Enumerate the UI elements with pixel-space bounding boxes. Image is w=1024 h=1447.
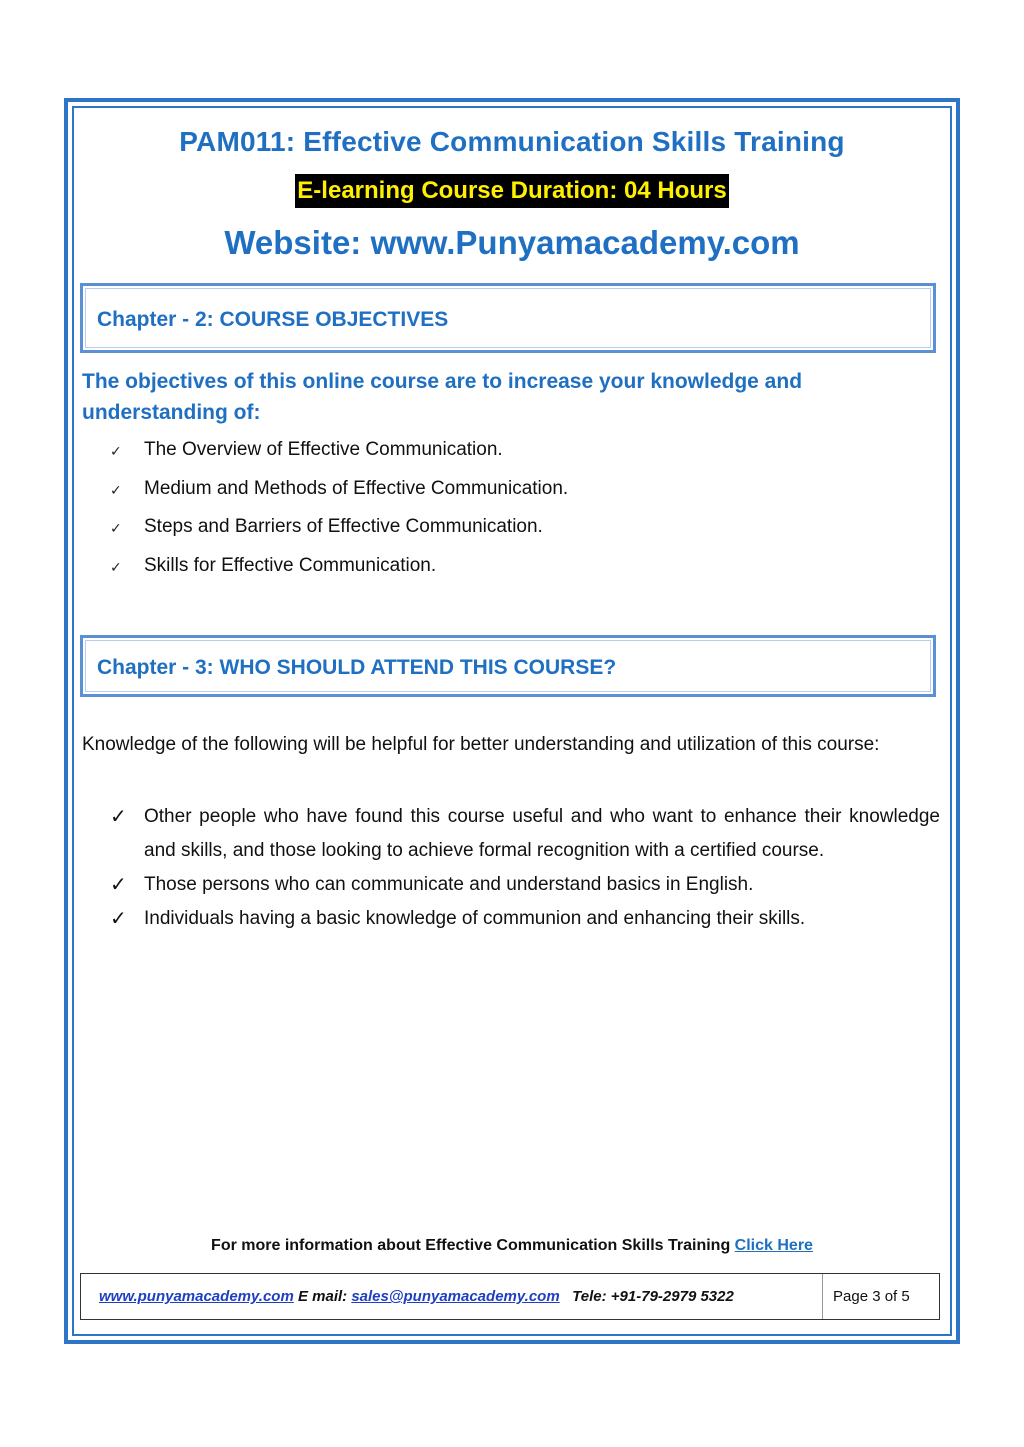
list-item-text: Individuals having a basic knowledge of communion and enhancing their skills. (144, 908, 806, 929)
footer-tele: Tele: +91-79-2979 5322 (559, 1288, 734, 1305)
chapter-2-box (80, 283, 936, 353)
footer-contact (99, 1288, 734, 1305)
checkmark-icon: ✓ (110, 874, 127, 896)
more-info-text: For more information about Effective Communication Skills Training (211, 1237, 735, 1254)
footer-divider (822, 1274, 823, 1319)
list-item (110, 902, 940, 936)
list-item (110, 552, 568, 591)
list-item (110, 436, 568, 475)
checkmark-icon: ✓ (110, 559, 122, 576)
list-item-text: Other people who have found this course useful and who want to enhance their knowledge and skills, and those looking to achieve formal recognition with a certified course. (144, 806, 940, 861)
duration-row (0, 174, 1024, 208)
checkmark-icon: ✓ (110, 520, 122, 537)
checkmark-icon: ✓ (110, 481, 122, 498)
list-item (110, 868, 940, 902)
checkmark-icon: ✓ (110, 443, 122, 459)
chapter-3-box (80, 635, 936, 697)
chapter-3-title: Chapter - 3: WHO SHOULD ATTEND THIS COURSE? (97, 656, 617, 679)
footer-email-link[interactable]: sales@punyamacademy.com (351, 1288, 560, 1305)
audience-intro: Knowledge of the following will be helpful for better understanding and utilization of this course: (82, 734, 880, 755)
checkmark-icon: ✓ (110, 908, 127, 930)
footer-website-link[interactable]: www.punyamacademy.com (99, 1288, 294, 1305)
footer (80, 1273, 940, 1320)
list-item-text: Skills for Effective Communication. (144, 555, 437, 577)
click-here-link[interactable]: Click Here (734, 1237, 813, 1254)
list-item-text: Those persons who can communicate and understand basics in English. (144, 874, 754, 895)
course-duration: E-learning Course Duration: 04 Hours (295, 174, 728, 208)
objectives-intro: The objectives of this online course are to increase your knowledge and understanding of: (82, 370, 803, 424)
list-item-text: Medium and Methods of Effective Communication. (144, 477, 569, 499)
more-info-line (0, 1237, 1024, 1255)
list-item-text: Steps and Barriers of Effective Communication. (144, 516, 543, 538)
list-item (110, 475, 568, 514)
list-item-text: The Overview of Effective Communication. (144, 439, 503, 460)
list-item (110, 513, 568, 552)
checkmark-icon: ✓ (110, 806, 127, 828)
objectives-list (110, 436, 568, 591)
list-item (110, 800, 940, 868)
audience-list (110, 800, 940, 936)
chapter-2-title: Chapter - 2: COURSE OBJECTIVES (97, 308, 449, 331)
page-number: Page 3 of 5 (833, 1288, 910, 1305)
footer-email-label: E mail: (293, 1288, 352, 1305)
website-heading: Website: www.Punyamacademy.com (224, 224, 800, 261)
course-title: PAM011: Effective Communication Skills Training (179, 126, 845, 157)
